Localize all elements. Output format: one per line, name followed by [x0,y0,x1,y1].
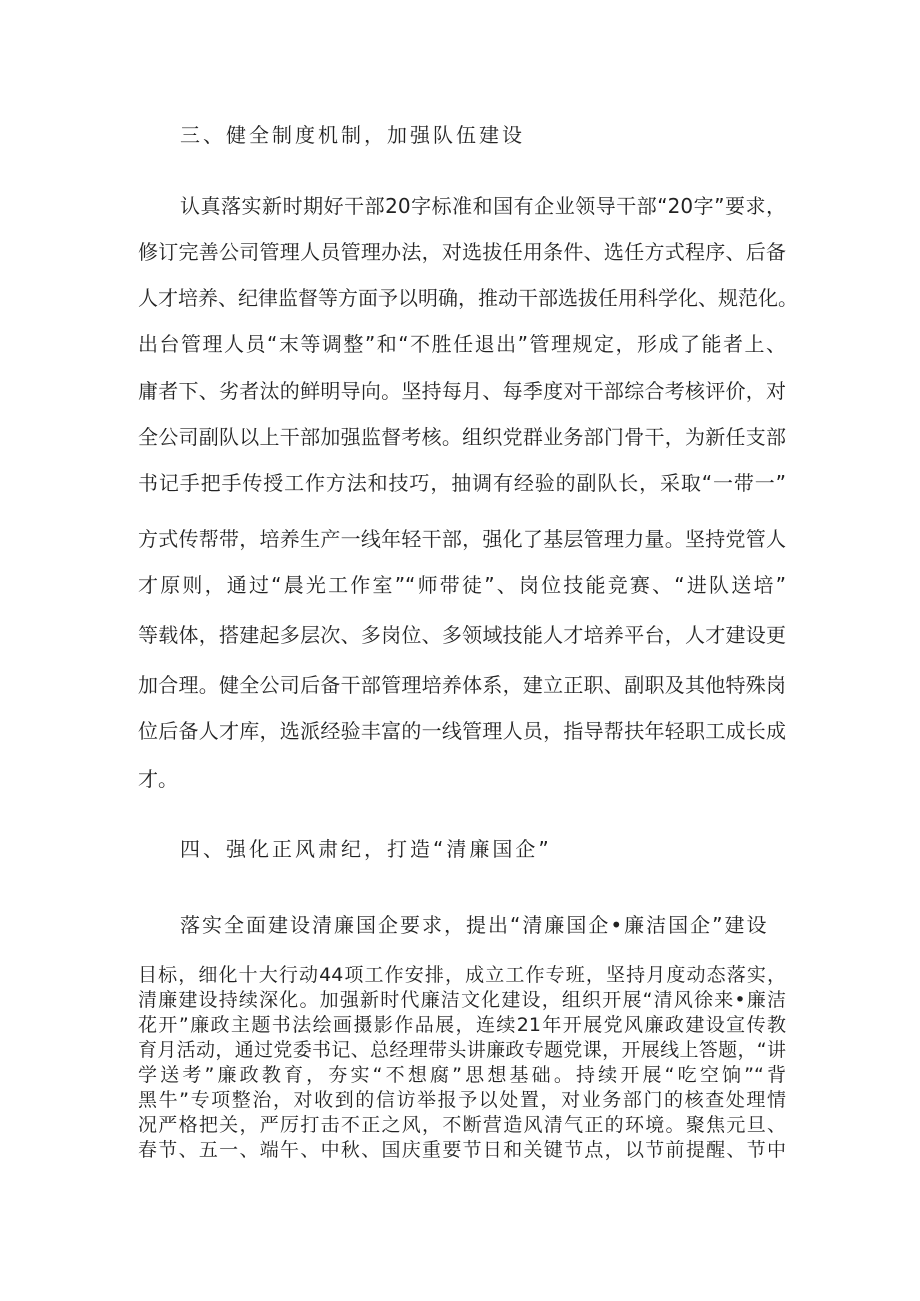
paragraph-line: 目标，细化十大行动44项工作安排，成立工作专班，坚持月度动态落实， [138,964,786,986]
paragraph-line: 位后备人才库，选派经验丰富的一线管理人员，指导帮扶年轻职工成长成 [138,719,786,743]
paragraph-line: 出台管理人员“末等调整”和“不胜任退出”管理规定，形成了能者上、 [138,332,786,356]
paragraph-line: 方式传帮带，培养生产一线年轻干部，强化了基层管理力量。坚持党管人 [138,527,786,551]
paragraph-line: 全公司副队以上干部加强监督考核。组织党群业务部门骨干，为新任支部 [138,425,786,449]
paragraph-line: 修订完善公司管理人员管理办法，对选拔任用条件、选任方式程序、后备 [138,240,786,264]
paragraph-line: 书记手把手传授工作方法和技巧，抽调有经验的副队长，采取“一带一” [138,471,786,495]
section-4-heading: 四、强化正风肃纪，打造“清廉国企” [180,837,552,861]
paragraph-line: 等载体，搭建起多层次、多岗位、多领域技能人才培养平台，人才建设更 [138,623,786,647]
paragraph-line: 黑牛”专项整治，对收到的信访举报予以处置，对业务部门的核查处理情 [138,1089,786,1111]
paragraph-line: 庸者下、劣者汰的鲜明导向。坚持每月、每季度对干部综合考核评价，对 [138,379,786,403]
paragraph-line: 清廉建设持续深化。加强新时代廉洁文化建设，组织开展“清风徐来•廉洁 [138,989,786,1011]
paragraph-line: 春节、五一、端午、中秋、国庆重要节日和关键节点，以节前提醒、节中 [138,1139,786,1161]
paragraph-line: 加合理。健全公司后备干部管理培养体系，建立正职、副职及其他特殊岗 [138,673,786,697]
paragraph-line: 才原则，通过“晨光工作室”“师带徒”、岗位技能竞赛、“进队送培” [138,573,786,597]
section-4-intro-line: 落实全面建设清廉国企要求，提出“清廉国企•廉洁国企”建设 [180,913,769,937]
paragraph-line: 学送考”廉政教育，夯实“不想腐”思想基础。持续开展“吃空饷”“背 [138,1064,786,1086]
paragraph-line: 育月活动，通过党委书记、总经理带头讲廉政专题党课，开展线上答题，“讲 [138,1039,786,1061]
paragraph-line: 认真落实新时期好干部20字标准和国有企业领导干部“20字”要求， [180,194,786,218]
paragraph-line: 花开”廉政主题书法绘画摄影作品展，连续21年开展党风廉政建设宣传教 [138,1014,786,1036]
paragraph-line: 才。 [138,767,178,791]
section-3-heading: 三、健全制度机制，加强队伍建设 [180,123,525,147]
paragraph-line: 人才培养、纪律监督等方面予以明确，推动干部选拔任用科学化、规范化。 [138,286,798,310]
paragraph-line: 况严格把关，严厉打击不正之风，不断营造风清气正的环境。聚焦元旦、 [138,1114,786,1136]
